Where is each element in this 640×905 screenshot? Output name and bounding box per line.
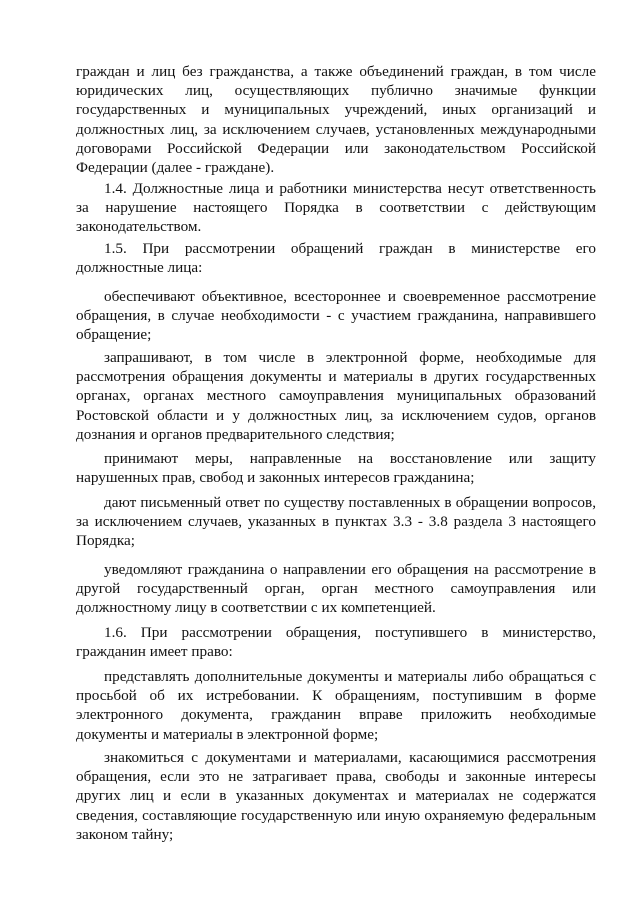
text-line: других лиц и если в указанных документах и материалах не содержатся — [76, 787, 596, 805]
text-line: рассмотрения обращения документы и материалы в других государственных — [76, 368, 596, 386]
text-line: запрашивают, в том числе в электронной форме, необходимые для — [104, 349, 596, 366]
paragraph-p9 — [76, 667, 596, 744]
paragraph-p0 — [76, 62, 596, 177]
paragraph-p4 — [76, 348, 596, 444]
paragraph-p6 — [76, 493, 596, 551]
text-line: органах, органах местного самоуправления муниципальных образований — [76, 387, 596, 405]
text-line: сведения, составляющие государственную или иную охраняемую федеральным — [76, 806, 596, 824]
text-line: нарушенных прав, свобод и законных интересов гражданина; — [76, 469, 475, 487]
text-line: за исключением случаев, указанных в пунктах 3.3 - 3.8 раздела 3 настоящего — [76, 513, 596, 531]
text-line: государственных и муниципальных учреждений, иных организаций и — [76, 101, 596, 119]
text-line: Порядка; — [76, 532, 135, 550]
text-line: граждан и лиц без гражданства, а также объединений граждан, в том числе — [76, 63, 596, 80]
text-line: обращения, если это не затрагивает права, свободы и законные интересы — [76, 768, 596, 786]
text-line: должностных лиц, за исключением случаев, установленных международными — [76, 120, 596, 138]
text-line: законодательством. — [76, 218, 202, 236]
text-line: должностные лица: — [76, 259, 203, 277]
text-line: обращения, в случае необходимости - с участием гражданина, направившего — [76, 307, 596, 325]
text-line: электронного документа, гражданин вправе приложить необходимые — [76, 706, 596, 724]
text-line: обращение; — [76, 326, 152, 344]
paragraph-p7 — [76, 560, 596, 618]
text-line: дают письменный ответ по существу поставленных в обращении вопросов, — [104, 494, 596, 511]
paragraph-p8 — [76, 623, 596, 661]
paragraph-p10 — [76, 748, 596, 844]
text-line: другой государственный орган, орган местного самоуправления или — [76, 580, 596, 598]
paragraph-p5 — [76, 449, 596, 487]
text-line: 1.4. Должностные лица и работники министерства несут ответственность — [104, 180, 596, 197]
paragraph-p3 — [76, 287, 596, 345]
paragraph-p2 — [76, 239, 596, 277]
text-line: дознания и органов предварительного следствия; — [76, 425, 395, 443]
text-line: представлять дополнительные документы и материалы либо обращаться с — [104, 668, 596, 685]
text-line: договорами Российской Федерации или законодательством Российской — [76, 139, 596, 157]
text-line: обеспечивают объективное, всестороннее и своевременное рассмотрение — [104, 288, 596, 305]
text-line: Федерации (далее - граждане). — [76, 158, 275, 176]
text-line: просьбой об их истребовании. К обращениям, поступившим в форме — [76, 687, 596, 705]
text-line: юридических лиц, осуществляющих публично значимые функции — [76, 82, 596, 100]
text-line: 1.5. При рассмотрении обращений граждан в министерстве его — [104, 240, 596, 257]
text-line: должностному лицу в соответствии с их компетенцией. — [76, 599, 436, 617]
text-line: законом тайну; — [76, 825, 174, 843]
text-line: Ростовской области и у должностных лиц, за исключением судов, органов — [76, 406, 596, 424]
text-line: уведомляют гражданина о направлении его обращения на рассмотрение в — [104, 561, 596, 578]
text-line: за нарушение настоящего Порядка в соответствии с действующим — [76, 199, 596, 217]
paragraph-p1 — [76, 179, 596, 237]
text-line: знакомиться с документами и материалами, касающимися рассмотрения — [104, 749, 596, 766]
text-line: принимают меры, направленные на восстановление или защиту — [104, 450, 596, 467]
text-line: 1.6. При рассмотрении обращения, поступившего в министерство, — [104, 624, 596, 641]
text-line: гражданин имеет право: — [76, 643, 233, 661]
text-line: документы и материалы в электронной форме; — [76, 725, 379, 743]
